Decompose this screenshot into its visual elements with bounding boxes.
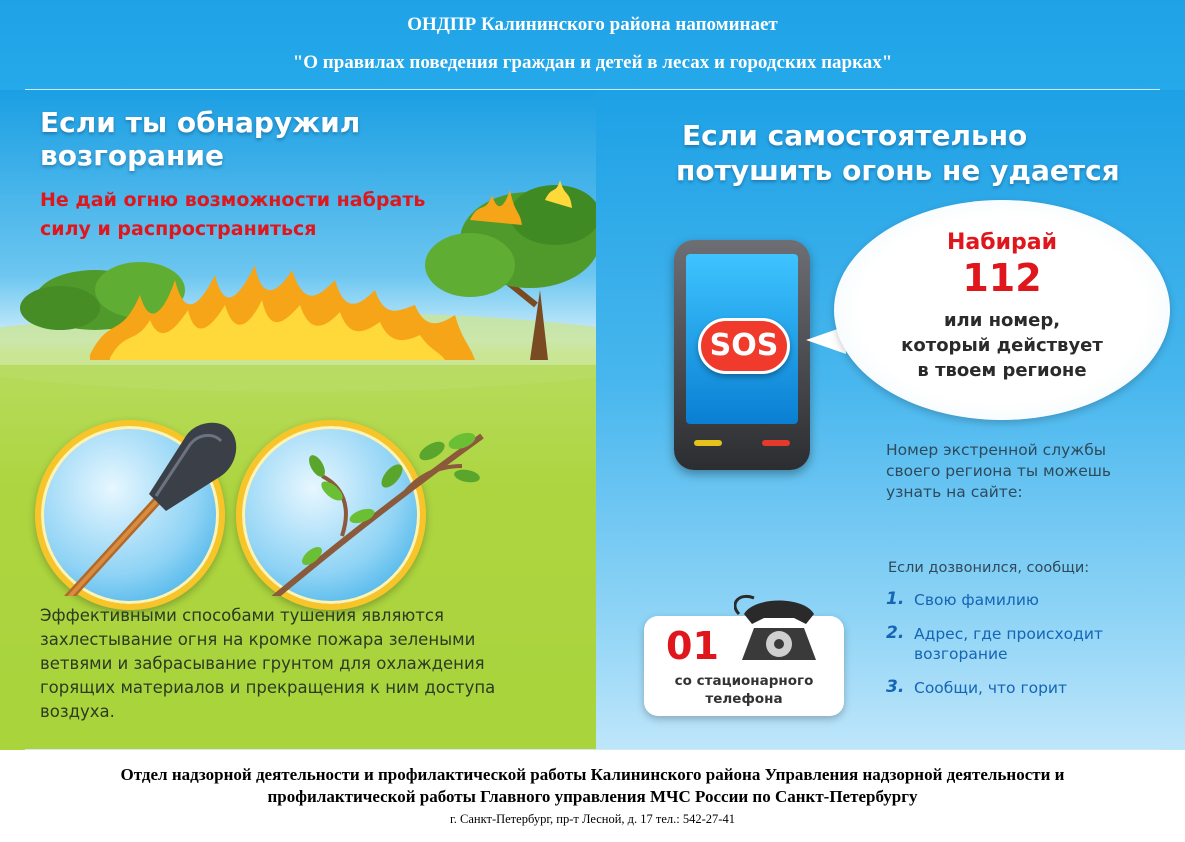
phone-call-button xyxy=(694,440,722,446)
list-item xyxy=(886,590,1166,610)
list-number: 1. xyxy=(886,589,905,609)
bubble-text-line: или номер, xyxy=(943,310,1061,331)
shovel-icon xyxy=(31,396,251,596)
header-line-1: ОНДПР Калининского района напоминает xyxy=(407,14,778,35)
telephone-icon xyxy=(734,594,824,664)
list-number: 2. xyxy=(886,623,905,643)
bubble-dial-label: Набирай xyxy=(946,230,1058,255)
emergency-number: 112 xyxy=(962,256,1042,300)
left-body-line: ветвями и забрасывание грунтом для охлаждения xyxy=(40,654,485,673)
right-panel-call-emergency xyxy=(596,90,1185,750)
left-subtitle-line-2: силу и распространиться xyxy=(40,218,317,240)
info-line: Номер экстренной службы xyxy=(886,441,1107,459)
bubble-text xyxy=(874,308,1130,383)
list-number: 3. xyxy=(886,677,905,697)
left-subtitle xyxy=(40,186,480,244)
right-title xyxy=(676,118,1162,188)
landline-caption-line: со стационарного xyxy=(674,673,814,689)
left-body-line: горящих материалов и прекращения к ним доступа xyxy=(40,678,496,697)
sos-badge: SOS xyxy=(698,318,790,374)
left-body-line: воздуха. xyxy=(40,702,115,721)
left-body-text xyxy=(40,604,560,724)
list-text: Свою фамилию xyxy=(914,591,1039,609)
list-text: Сообщи, что горит xyxy=(914,679,1068,697)
bubble-text-line: который действует xyxy=(901,335,1103,356)
list-text: Адрес, где происходит возгорание xyxy=(914,625,1103,663)
left-title xyxy=(40,106,460,172)
landline-caption xyxy=(644,672,844,708)
list-item xyxy=(886,624,1166,664)
right-title-line-1: Если самостоятельно xyxy=(682,119,1028,152)
branch-icon xyxy=(232,396,492,596)
left-body-line: Эффективными способами тушения являются xyxy=(40,606,444,625)
shovel-circle xyxy=(35,420,225,610)
info-line: узнать на сайте: xyxy=(886,483,1023,501)
landline-caption-line: телефона xyxy=(705,691,783,707)
footer xyxy=(0,750,1185,842)
branch-circle xyxy=(236,420,426,610)
bubble-text-line: в твоем регионе xyxy=(917,360,1087,381)
footer-organization: Отдел надзорной деятельности и профилактической работы Калининского района Управления надзорной деятельности и профилактической работы Главного управления МЧС России по Санкт-Петербургу xyxy=(120,765,1065,806)
info-line: своего региона ты можешь xyxy=(886,462,1112,480)
right-title-line-2: потушить огонь не удается xyxy=(676,154,1120,187)
phone-end-button xyxy=(762,440,790,446)
left-title-line-1: Если ты обнаружил xyxy=(40,106,361,139)
landline-number: 01 xyxy=(666,624,719,668)
footer-address: г. Санкт-Петербург, пр-т Лесной, д. 17 тел.: 542-27-41 xyxy=(450,812,735,826)
left-body-line: захлестывание огня на кромке пожара зелеными xyxy=(40,630,476,649)
header-line-2: "О правилах поведения граждан и детей в лесах и городских парках" xyxy=(292,52,893,73)
left-title-line-2: возгорание xyxy=(40,139,224,172)
left-subtitle-line-1: Не дай огню возможности набрать xyxy=(40,189,426,211)
header-banner xyxy=(0,0,1185,90)
report-list xyxy=(886,590,1166,712)
speech-bubble xyxy=(834,200,1170,420)
list-item xyxy=(886,678,1166,698)
info-text xyxy=(886,440,1156,503)
report-heading: Если дозвонился, сообщи: xyxy=(888,560,1090,576)
left-panel-fire-found xyxy=(0,90,596,750)
